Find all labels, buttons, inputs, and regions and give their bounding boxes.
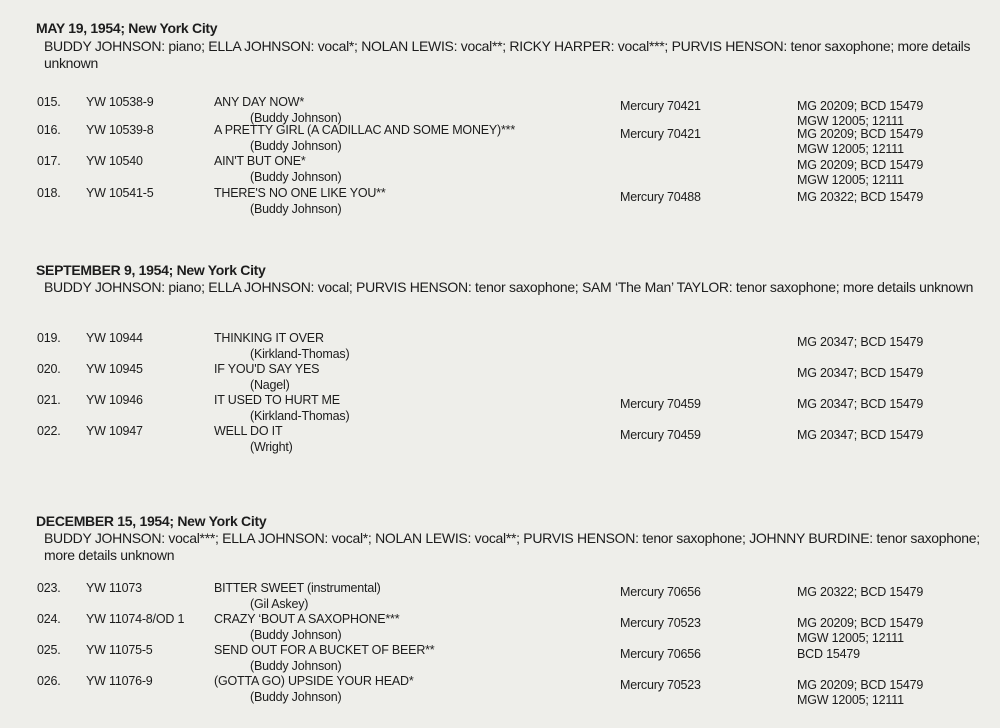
track-number: 020. bbox=[37, 362, 61, 376]
track-title: IT USED TO HURT ME bbox=[214, 393, 340, 407]
single-release: Mercury 70421 bbox=[620, 99, 701, 113]
matrix-number: YW 10944 bbox=[86, 331, 143, 345]
track-composer: (Buddy Johnson) bbox=[250, 628, 342, 642]
track-number: 017. bbox=[37, 154, 61, 168]
single-release: Mercury 70656 bbox=[620, 585, 701, 599]
track-number: 024. bbox=[37, 612, 61, 626]
track-title: ANY DAY NOW* bbox=[214, 95, 304, 109]
single-release: Mercury 70459 bbox=[620, 428, 701, 442]
track-composer: (Kirkland-Thomas) bbox=[250, 347, 350, 361]
track-title: (GOTTA GO) UPSIDE YOUR HEAD* bbox=[214, 674, 414, 688]
track-composer: (Kirkland-Thomas) bbox=[250, 409, 350, 423]
track-title: SEND OUT FOR A BUCKET OF BEER** bbox=[214, 643, 435, 657]
matrix-number: YW 10946 bbox=[86, 393, 143, 407]
track-number: 021. bbox=[37, 393, 61, 407]
track-row bbox=[0, 581, 1000, 613]
track-row bbox=[0, 674, 1000, 706]
track-composer: (Buddy Johnson) bbox=[250, 659, 342, 673]
single-release: Mercury 70523 bbox=[620, 678, 701, 692]
album-issue: MG 20209; BCD 15479 bbox=[797, 616, 924, 630]
album-issue-secondary: MGW 12005; 12111 bbox=[797, 114, 904, 128]
single-release: Mercury 70656 bbox=[620, 647, 701, 661]
single-release: Mercury 70421 bbox=[620, 127, 701, 141]
album-issue-secondary: MGW 12005; 12111 bbox=[797, 173, 904, 187]
single-release: Mercury 70488 bbox=[620, 190, 701, 204]
matrix-number: YW 10538-9 bbox=[86, 95, 154, 109]
track-number: 018. bbox=[37, 186, 61, 200]
track-title: THERE'S NO ONE LIKE YOU** bbox=[214, 186, 386, 200]
matrix-number: YW 10947 bbox=[86, 424, 143, 438]
track-title: THINKING IT OVER bbox=[214, 331, 324, 345]
session-heading: DECEMBER 15, 1954; New York City bbox=[36, 513, 267, 529]
album-issue: MG 20347; BCD 15479 bbox=[797, 366, 924, 380]
matrix-number: YW 10945 bbox=[86, 362, 143, 376]
track-row bbox=[0, 154, 1000, 186]
session-personnel: BUDDY JOHNSON: piano; ELLA JOHNSON: vocal; PURVIS HENSON: tenor saxophone; SAM ‘The Man’ TAYLOR: tenor saxophone; more details unknown bbox=[44, 279, 974, 295]
album-issue: MG 20209; BCD 15479 bbox=[797, 127, 924, 141]
matrix-number: YW 11075-5 bbox=[86, 643, 153, 657]
album-issue: BCD 15479 bbox=[797, 647, 860, 661]
single-release: Mercury 70459 bbox=[620, 397, 701, 411]
track-title: AIN'T BUT ONE* bbox=[214, 154, 306, 168]
album-issue: MG 20347; BCD 15479 bbox=[797, 335, 924, 349]
track-row bbox=[0, 643, 1000, 675]
matrix-number: YW 11073 bbox=[86, 581, 142, 595]
track-title: IF YOU'D SAY YES bbox=[214, 362, 320, 376]
track-title: WELL DO IT bbox=[214, 424, 283, 438]
track-row bbox=[0, 362, 1000, 394]
track-composer: (Wright) bbox=[250, 440, 293, 454]
track-title: CRAZY ‘BOUT A SAXOPHONE*** bbox=[214, 612, 400, 626]
session-heading: MAY 19, 1954; New York City bbox=[36, 20, 218, 36]
track-row bbox=[0, 331, 1000, 363]
matrix-number: YW 11076-9 bbox=[86, 674, 153, 688]
track-number: 015. bbox=[37, 95, 61, 109]
matrix-number: YW 11074-8/OD 1 bbox=[86, 612, 185, 626]
session-personnel: BUDDY JOHNSON: piano; ELLA JOHNSON: vocal*; NOLAN LEWIS: vocal**; RICKY HARPER: vocal***; PURVIS HENSON: tenor saxophone; more details unknown bbox=[44, 38, 971, 71]
track-composer: (Nagel) bbox=[250, 378, 290, 392]
track-title: BITTER SWEET (instrumental) bbox=[214, 581, 381, 595]
album-issue: MG 20209; BCD 15479 bbox=[797, 99, 924, 113]
track-composer: (Buddy Johnson) bbox=[250, 690, 342, 704]
track-composer: (Buddy Johnson) bbox=[250, 111, 342, 125]
album-issue-secondary: MGW 12005; 12111 bbox=[797, 631, 904, 645]
session-heading: SEPTEMBER 9, 1954; New York City bbox=[36, 262, 266, 278]
album-issue: MG 20322; BCD 15479 bbox=[797, 585, 924, 599]
single-release: Mercury 70523 bbox=[620, 616, 701, 630]
album-issue: MG 20347; BCD 15479 bbox=[797, 397, 924, 411]
track-row bbox=[0, 393, 1000, 425]
track-number: 023. bbox=[37, 581, 61, 595]
track-row bbox=[0, 123, 1000, 155]
track-composer: (Buddy Johnson) bbox=[250, 170, 342, 184]
album-issue-secondary: MGW 12005; 12111 bbox=[797, 142, 904, 156]
track-row bbox=[0, 186, 1000, 218]
track-row bbox=[0, 424, 1000, 456]
album-issue: MG 20209; BCD 15479 bbox=[797, 678, 924, 692]
track-number: 019. bbox=[37, 331, 61, 345]
track-number: 026. bbox=[37, 674, 61, 688]
track-number: 025. bbox=[37, 643, 61, 657]
album-issue: MG 20209; BCD 15479 bbox=[797, 158, 924, 172]
album-issue: MG 20322; BCD 15479 bbox=[797, 190, 924, 204]
matrix-number: YW 10540 bbox=[86, 154, 143, 168]
session-personnel: BUDDY JOHNSON: vocal***; ELLA JOHNSON: vocal*; NOLAN LEWIS: vocal**; PURVIS HENSON: tenor saxophone; JOHNNY BURDINE: tenor saxophone; more details unknown bbox=[44, 530, 980, 563]
album-issue: MG 20347; BCD 15479 bbox=[797, 428, 924, 442]
matrix-number: YW 10541-5 bbox=[86, 186, 154, 200]
track-title: A PRETTY GIRL (A CADILLAC AND SOME MONEY)*** bbox=[214, 123, 516, 137]
track-composer: (Gil Askey) bbox=[250, 597, 309, 611]
track-number: 022. bbox=[37, 424, 61, 438]
track-row bbox=[0, 612, 1000, 644]
album-issue-secondary: MGW 12005; 12111 bbox=[797, 693, 904, 707]
track-composer: (Buddy Johnson) bbox=[250, 139, 342, 153]
matrix-number: YW 10539-8 bbox=[86, 123, 154, 137]
track-number: 016. bbox=[37, 123, 61, 137]
track-composer: (Buddy Johnson) bbox=[250, 202, 342, 216]
